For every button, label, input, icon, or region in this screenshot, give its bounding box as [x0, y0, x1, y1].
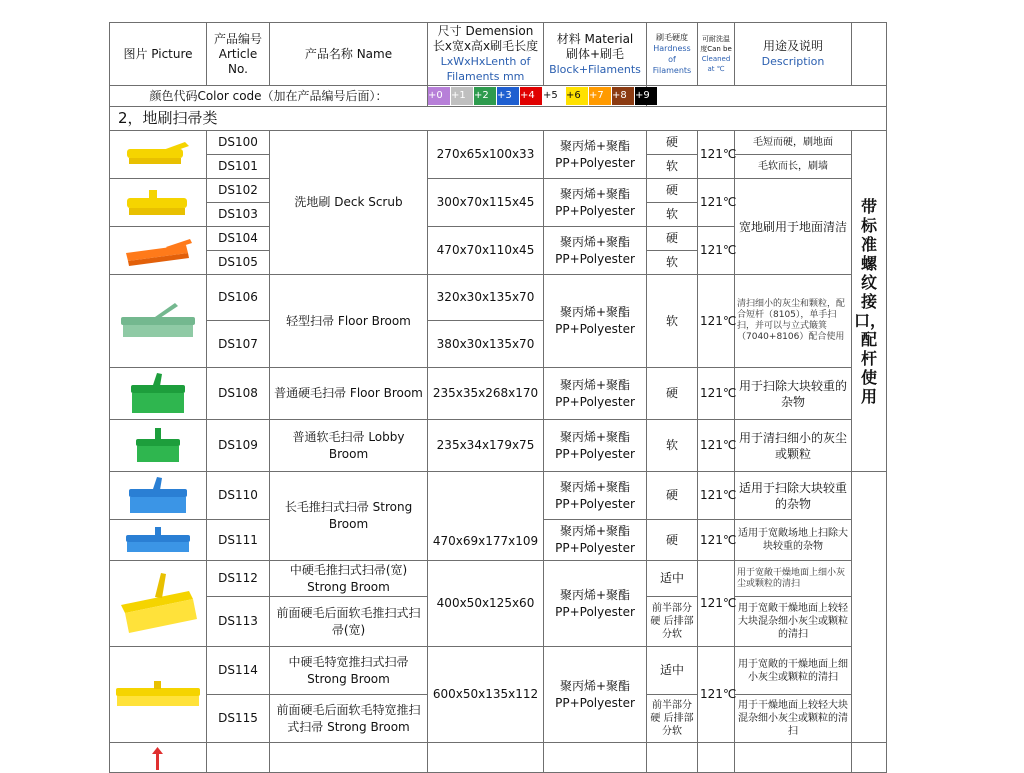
description: 用于扫除大块较重的杂物: [735, 368, 852, 420]
color-chip: +0: [428, 87, 450, 105]
dimension: 470x70x110x45: [428, 227, 544, 275]
article-code: DS111: [207, 520, 270, 561]
header-row: [110, 23, 887, 86]
article-code: DS107: [207, 321, 270, 368]
deck-scrub-image: [123, 186, 193, 220]
hardness: 软: [647, 251, 698, 275]
description: 适用于扫除大块较重的杂物: [735, 472, 852, 520]
header-picture: 图片 Picture: [110, 23, 207, 86]
product-picture: [110, 743, 207, 773]
dimension: 320x30x135x70: [428, 275, 544, 321]
section-row: [110, 107, 887, 131]
product-name: 前面硬毛后面软毛特宽推扫式扫帚 Strong Broom: [270, 695, 428, 743]
product-picture: [110, 368, 207, 420]
table-row: [110, 561, 887, 597]
table-row: [110, 275, 887, 321]
description: 用于清扫细小的灰尘或颗粒: [735, 420, 852, 472]
product-name: 普通硬毛扫帚 Floor Broom: [270, 368, 428, 420]
description: 毛软而长，刷墙: [735, 155, 852, 179]
table-row: [110, 743, 887, 773]
article-code: DS110: [207, 472, 270, 520]
material: 聚丙烯+聚酯 PP+Polyester: [544, 227, 647, 275]
deck-scrub-image: [122, 235, 194, 267]
material: 聚丙烯+聚酯 PP+Polyester: [544, 520, 647, 561]
hardness: 软: [647, 420, 698, 472]
strong-broom-image: [115, 569, 201, 639]
clean-temp: 121℃: [698, 520, 735, 561]
product-picture: [110, 131, 207, 179]
hardness: 硬: [647, 368, 698, 420]
table-row: [110, 131, 887, 155]
color-chip: +5: [543, 87, 565, 105]
material: 聚丙烯+聚酯 PP+Polyester: [544, 472, 647, 520]
product-picture: [110, 179, 207, 227]
color-chip: +1: [451, 87, 473, 105]
color-chip: +8: [612, 87, 634, 105]
description: 用于宽敞干燥地面上细小灰尘或颗粒的清扫: [735, 561, 852, 597]
color-chip: +3: [497, 87, 519, 105]
article-code: DS115: [207, 695, 270, 743]
dimension: 600x50x135x112: [428, 647, 544, 743]
hardness: 硬: [647, 472, 698, 520]
dimension: 235x34x179x75: [428, 420, 544, 472]
clean-temp: 121℃: [698, 275, 735, 368]
hardness: 软: [647, 275, 698, 368]
hardness: 硬: [647, 227, 698, 251]
product-name: 中硬毛特宽推扫式扫帚 Strong Broom: [270, 647, 428, 695]
article-code: DS100: [207, 131, 270, 155]
hardness: 硬: [647, 520, 698, 561]
color-chip: +9: [635, 87, 657, 105]
strong-broom-image: [122, 525, 194, 555]
color-code-row: [110, 86, 887, 107]
clean-temp: 121℃: [698, 227, 735, 275]
product-name: 轻型扫帚 Floor Broom: [270, 275, 428, 368]
product-name: 前面硬毛后面软毛推扫式扫帚(宽): [270, 597, 428, 647]
article-code: DS102: [207, 179, 270, 203]
clean-temp: 121℃: [698, 647, 735, 743]
product-name: 洗地刷 Deck Scrub: [270, 131, 428, 275]
hardness: 硬: [647, 131, 698, 155]
product-name: 普通软毛扫帚 Lobby Broom: [270, 420, 428, 472]
table-row: [110, 368, 887, 420]
floor-broom-image: [117, 301, 199, 341]
side-label: 带标准螺纹接口，配杆使用: [852, 131, 887, 472]
description: 用于干燥地面上较轻大块混杂细小灰尘或颗粒的清扫: [735, 695, 852, 743]
dimension: 270x65x100x33: [428, 131, 544, 179]
color-chip: +6: [566, 87, 588, 105]
article-code: DS108: [207, 368, 270, 420]
header-dimension: 尺寸 Demension 长x宽x高x刷毛长度 LxWxHxLenth of Filaments mm: [428, 23, 544, 86]
product-picture: [110, 520, 207, 561]
clean-temp: 121℃: [698, 179, 735, 227]
deck-scrub-image: [123, 140, 193, 170]
product-picture: [110, 420, 207, 472]
article-code: DS109: [207, 420, 270, 472]
product-picture: [110, 227, 207, 275]
header-hardness: 刷毛硬度 Hardness of Filaments: [647, 23, 698, 86]
table-row: [110, 179, 887, 203]
header-clean: 可耐洗温度Can be Cleaned at ℃: [698, 23, 735, 86]
material: 聚丙烯+聚酯 PP+Polyester: [544, 420, 647, 472]
hardness: 软: [647, 203, 698, 227]
section-title: 2，地刷扫帚类: [110, 107, 887, 131]
product-picture: [110, 561, 207, 647]
article-code: DS104: [207, 227, 270, 251]
product-table: [109, 22, 887, 773]
article-code: DS112: [207, 561, 270, 597]
color-code-label: 颜色代码Color code（加在产品编号后面）：: [110, 86, 428, 107]
hardness: 前半部分硬 后排部分软: [647, 597, 698, 647]
color-chips: [428, 86, 650, 107]
strong-broom-image: [112, 680, 204, 710]
clean-temp: 121℃: [698, 131, 735, 179]
description: 毛短而硬，刷地面: [735, 131, 852, 155]
dimension: 300x70x115x45: [428, 179, 544, 227]
description: 适用于宽敞场地上扫除大块较重的杂物: [735, 520, 852, 561]
broom-handle-image: [148, 746, 168, 770]
table-row: [110, 647, 887, 695]
header-material: 材料 Material 刷体+刷毛 Block+Filaments: [544, 23, 647, 86]
material: 聚丙烯+聚酯 PP+Polyester: [544, 275, 647, 368]
clean-temp: 121℃: [698, 472, 735, 520]
color-chip: +4: [520, 87, 542, 105]
hardness: 适中: [647, 647, 698, 695]
material: 聚丙烯+聚酯 PP+Polyester: [544, 561, 647, 647]
description: 清扫细小的灰尘和颗粒，配合短杆（8105），单手扫扫，并可以与立式簸箕（7040+8106）配合使用: [735, 275, 852, 368]
table-row: [110, 472, 887, 520]
header-article: 产品编号 Article No.: [207, 23, 270, 86]
clean-temp: 121℃: [698, 368, 735, 420]
floor-broom-image: [123, 371, 193, 417]
dimension: 235x35x268x170: [428, 368, 544, 420]
hardness: 硬: [647, 179, 698, 203]
dimension: 380x30x135x70: [428, 321, 544, 368]
dimension: 400x50x125x60: [428, 561, 544, 647]
description: 用于宽敞干燥地面上较轻大块混杂细小灰尘或颗粒的清扫: [735, 597, 852, 647]
header-description: 用途及说明 Description: [735, 23, 852, 86]
strong-broom-image: [123, 475, 193, 517]
article-code: DS101: [207, 155, 270, 179]
description: 宽地刷用于地面清洁: [735, 179, 852, 275]
product-picture: [110, 275, 207, 368]
dimension: 470x69x177x109: [428, 472, 544, 561]
color-chip: +2: [474, 87, 496, 105]
description: 用于宽敞的干燥地面上细小灰尘或颗粒的清扫: [735, 647, 852, 695]
product-name: 长毛推扫式扫帚 Strong Broom: [270, 472, 428, 561]
table-row: [110, 420, 887, 472]
clean-temp: 121℃: [698, 561, 735, 647]
product-name: 中硬毛推扫式扫帚(宽) Strong Broom: [270, 561, 428, 597]
article-code: DS114: [207, 647, 270, 695]
material: 聚丙烯+聚酯 PP+Polyester: [544, 131, 647, 179]
article-code: DS113: [207, 597, 270, 647]
color-chip: +7: [589, 87, 611, 105]
header-side: [852, 23, 887, 86]
article-code: DS103: [207, 203, 270, 227]
hardness: 软: [647, 155, 698, 179]
product-picture: [110, 647, 207, 743]
article-code: DS106: [207, 275, 270, 321]
article-code: DS105: [207, 251, 270, 275]
hardness: 适中: [647, 561, 698, 597]
material: 聚丙烯+聚酯 PP+Polyester: [544, 368, 647, 420]
material: 聚丙烯+聚酯 PP+Polyester: [544, 647, 647, 743]
material: 聚丙烯+聚酯 PP+Polyester: [544, 179, 647, 227]
header-name: 产品名称 Name: [270, 23, 428, 86]
product-picture: [110, 472, 207, 520]
hardness: 前半部分硬 后排部分软: [647, 695, 698, 743]
lobby-broom-image: [128, 425, 188, 467]
clean-temp: 121℃: [698, 420, 735, 472]
product-catalog-sheet: [109, 22, 886, 768]
